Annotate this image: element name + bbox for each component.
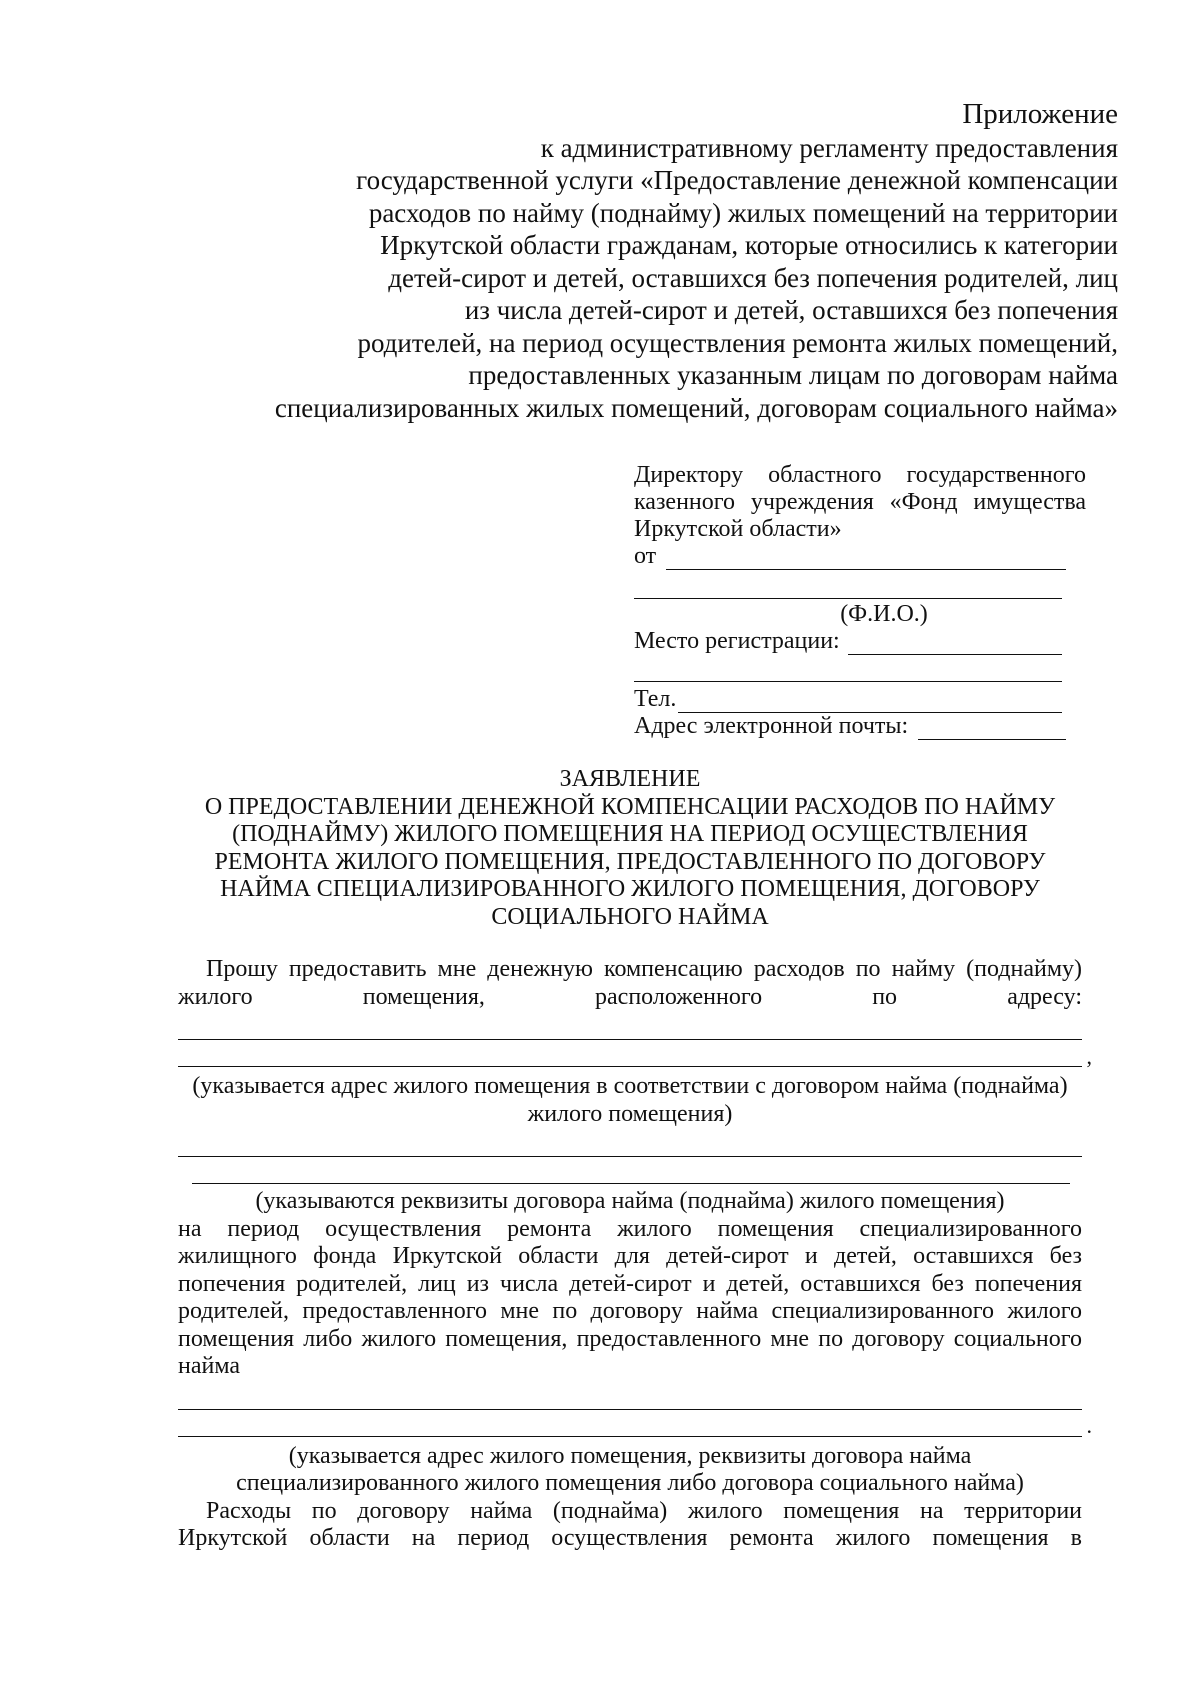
email-label: Адрес электронной почты: xyxy=(634,713,909,739)
appendix-line: специализированных жилых помещений, договорам социального найма» xyxy=(274,392,1118,423)
final-note xyxy=(178,1443,1082,1498)
addressee-line: казенного учреждения «Фонд имущества xyxy=(634,489,1086,515)
final-blank-field-2[interactable] xyxy=(178,1410,1092,1438)
statement-title-line: НАЙМА СПЕЦИАЛИЗИРОВАННОГО ЖИЛОГО ПОМЕЩЕНИЯ, ДОГОВОРУ xyxy=(220,876,1040,902)
address-note-line: (указывается адрес жилого помещения в соответствии с договором найма (поднайма) xyxy=(192,1073,1068,1099)
phone-label: Тел. xyxy=(634,686,677,712)
fio-label: (Ф.И.О.) xyxy=(840,601,928,627)
registration-label: Место регистрации: xyxy=(634,628,840,654)
appendix-line: к административному регламенту предоставления xyxy=(540,132,1118,163)
address-note xyxy=(178,1073,1082,1128)
addressee-block xyxy=(634,462,1086,740)
email-row xyxy=(634,713,1066,740)
registration-blank-field[interactable] xyxy=(848,634,1062,655)
appendix-line: родителей, на период осуществления ремонта жилых помещений, xyxy=(357,327,1118,358)
appendix-line: Иркутской области гражданам, которые относились к категории xyxy=(380,230,1118,260)
address-note-line: жилого помещения) xyxy=(527,1100,733,1127)
address-blank-field-2[interactable] xyxy=(178,1040,1092,1069)
request-line: жилого помещения, расположенного по адресу: xyxy=(178,983,1082,1010)
statement-title xyxy=(160,766,1100,931)
from-blank-field[interactable] xyxy=(666,549,1066,570)
appendix-header xyxy=(218,98,1118,424)
statement-title-line: РЕМОНТА ЖИЛОГО ПОМЕЩЕНИЯ, ПРЕДОСТАВЛЕННОГО ПО ДОГОВОРУ xyxy=(214,848,1046,875)
final-note-line: (указывается адрес жилого помещения, реквизиты договора найма xyxy=(288,1442,972,1469)
statement-title-line: СОЦИАЛЬНОГО НАЙМА xyxy=(491,903,769,930)
statement-heading: ЗАЯВЛЕНИЕ xyxy=(559,766,701,792)
fio-blank-field[interactable] xyxy=(634,576,1062,599)
expenses-line: Расходы по договору найма (поднайма) жилого помещения на территории xyxy=(206,1497,1082,1524)
address-blank-field[interactable] xyxy=(178,1013,1082,1040)
contract-blank-field[interactable] xyxy=(178,1130,1082,1157)
statement-title-line: О ПРЕДОСТАВЛЕНИИ ДЕНЕЖНОЙ КОМПЕНСАЦИИ РАСХОДОВ ПО НАЙМУ xyxy=(204,793,1056,820)
expenses-line: Иркутской области на период осуществления ремонта жилого помещения в xyxy=(178,1525,1082,1551)
appendix-line: детей-сирот и детей, оставшихся без попечения родителей, лиц xyxy=(388,262,1118,293)
addressee-line: Директору областного государственного xyxy=(634,462,1086,488)
email-blank-field[interactable] xyxy=(918,719,1066,740)
contract-note: (указываются реквизиты договора найма (поднайма) жилого помещения) xyxy=(255,1188,1005,1214)
period-mark: . xyxy=(1086,1413,1092,1438)
appendix-line: государственной услуги «Предоставление денежной компенсации xyxy=(356,165,1118,195)
appendix-line: предоставленных указанным лицам по договорам найма xyxy=(468,360,1118,390)
statement-body xyxy=(178,956,1092,1553)
appendix-title: Приложение xyxy=(962,98,1118,130)
addressee-line: Иркутской области» xyxy=(634,516,842,542)
appendix-line: из числа детей-сирот и детей, оставшихся без попечения xyxy=(464,295,1118,325)
period-paragraph: на период осуществления ремонта жилого помещения специализированного жилищного фонда Иркутской области для детей-сирот и детей, оставшихся без попечения родителей, лиц из числа детей-сирот и детей, оставшихся без попечения родителей, предоставленного мне по договору найма специализированного жилого помещения либо жилого помещения, предоставленного мне по договору социального найма xyxy=(178,1215,1082,1379)
contract-blank-field-2[interactable] xyxy=(192,1157,1070,1184)
request-line: Прошу предоставить мне денежную компенсацию расходов по найму (поднайму) xyxy=(206,956,1082,982)
comma-mark: , xyxy=(1086,1043,1092,1069)
from-row xyxy=(634,543,1066,570)
phone-blank-field[interactable] xyxy=(678,692,1062,713)
registration-blank-field-2[interactable] xyxy=(634,659,1062,682)
registration-row xyxy=(634,628,1062,655)
final-blank-field[interactable] xyxy=(178,1383,1082,1410)
from-label: от xyxy=(634,543,657,569)
phone-row xyxy=(634,686,1062,713)
final-note-line: специализированного жилого помещения либо договора социального найма) xyxy=(236,1470,1024,1496)
statement-title-line: (ПОДНАЙМУ) ЖИЛОГО ПОМЕЩЕНИЯ НА ПЕРИОД ОСУЩЕСТВЛЕНИЯ xyxy=(232,821,1028,847)
appendix-line: расходов по найму (поднайму) жилых помещений на территории xyxy=(368,197,1118,228)
